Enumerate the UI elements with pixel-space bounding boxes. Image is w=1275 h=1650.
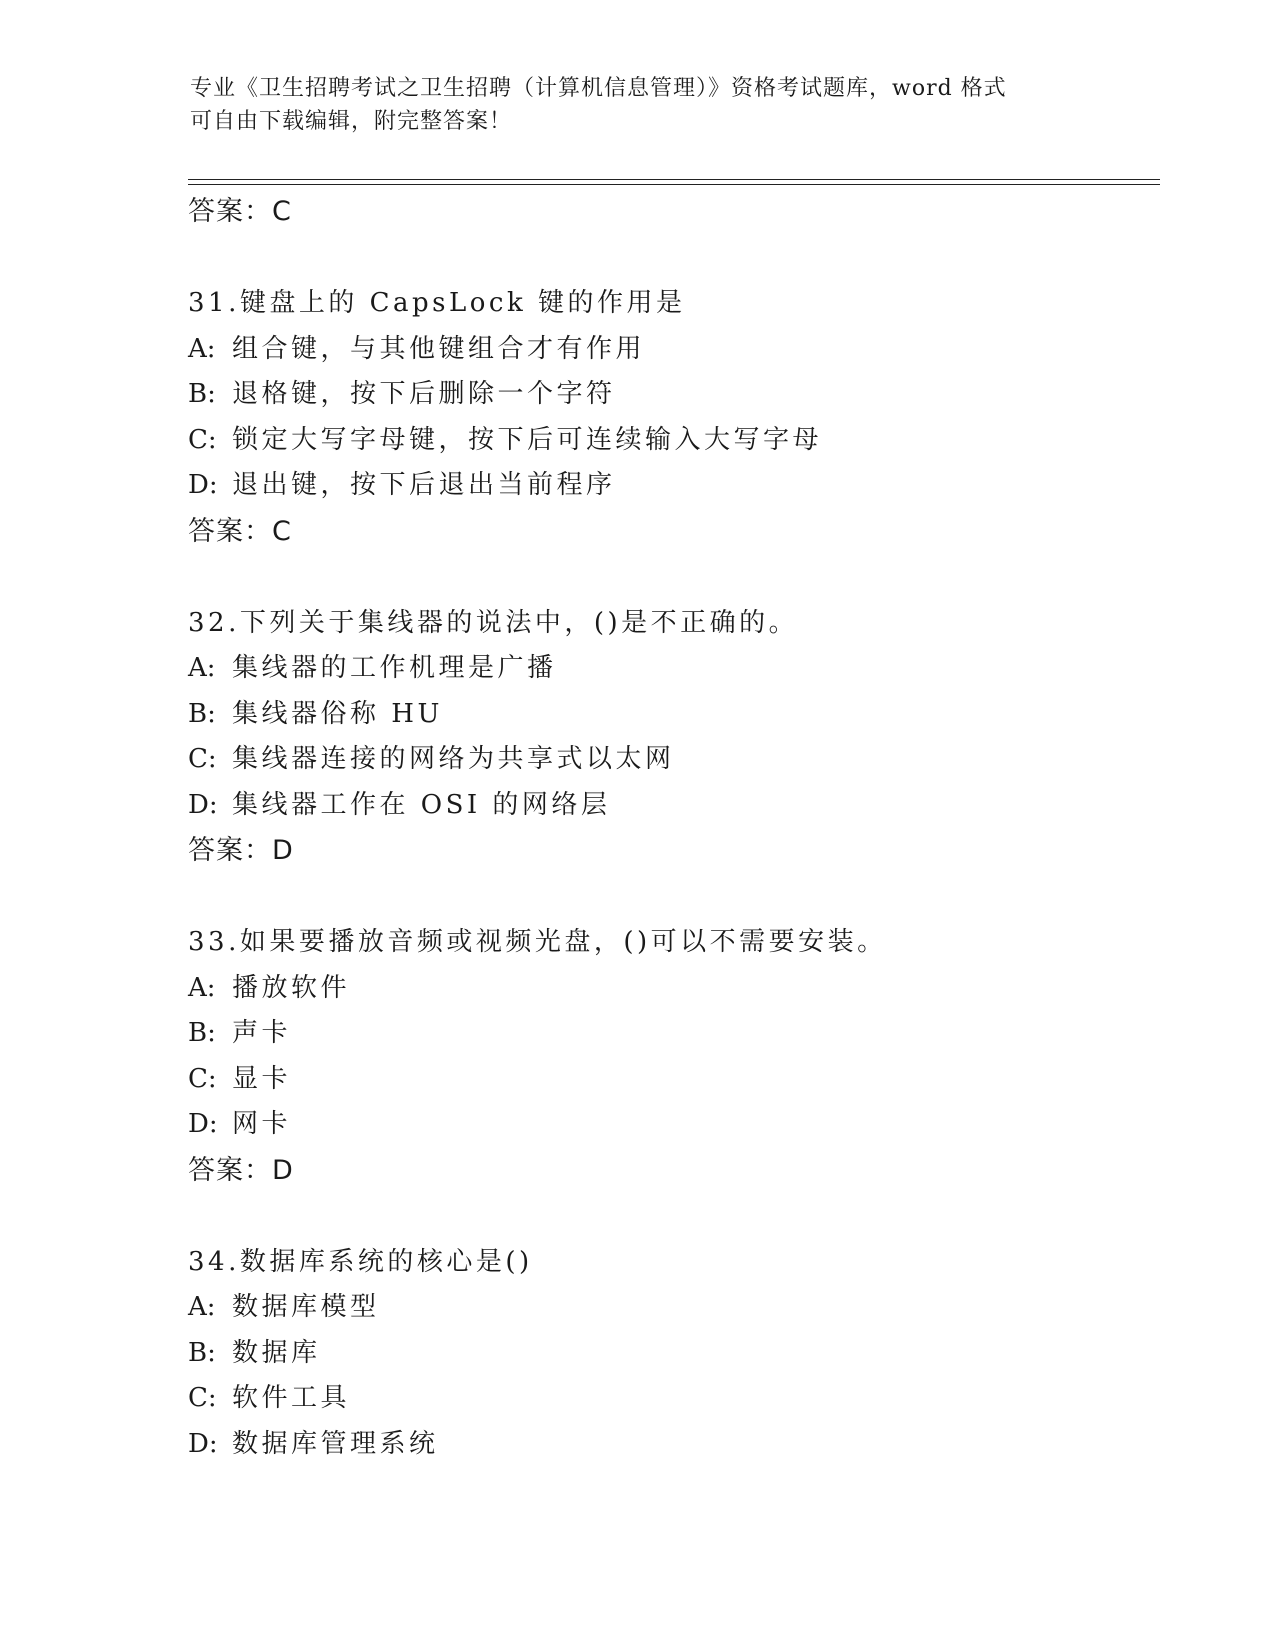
answer-option: [188, 1011, 1168, 1057]
option-text: 播放软件: [232, 972, 351, 1003]
question-spacer: [188, 874, 1168, 920]
question-spacer: [188, 1194, 1168, 1240]
answer-option: [188, 1057, 1168, 1103]
header-rule-top: [188, 179, 1160, 180]
answer-option: [188, 1422, 1168, 1468]
header-rule-bottom: [188, 184, 1160, 185]
question-stem: 32.下列关于集线器的说法中，()是不正确的。: [188, 607, 799, 638]
option-letter: A:: [188, 1292, 216, 1322]
question-answer: 答案：D: [188, 835, 294, 866]
option-text: 退格键，按下后删除一个字符: [232, 379, 616, 409]
option-text: 数据库模型: [232, 1292, 380, 1322]
answer-option: [188, 646, 1168, 692]
document-header: [190, 72, 1090, 138]
option-letter: D:: [188, 789, 218, 820]
option-letter: A:: [188, 972, 216, 1003]
question-stem: 33.如果要播放音频或视频光盘，()可以不需要安装。: [188, 927, 887, 957]
option-letter: C:: [188, 1063, 217, 1094]
option-letter: B:: [188, 1018, 216, 1048]
previous-answer: 答案：C: [188, 196, 292, 227]
option-text: 集线器连接的网络为共享式以太网: [232, 744, 675, 774]
question-block: [188, 601, 1168, 875]
answer-option: [188, 327, 1168, 373]
option-letter: C:: [188, 1383, 217, 1413]
option-text: 显卡: [232, 1063, 292, 1094]
question-spacer: [188, 555, 1168, 601]
option-text: 集线器工作在 OSI 的网络层: [232, 789, 611, 820]
question-stem: 31.键盘上的 CapsLock 键的作用是: [188, 288, 686, 318]
option-letter: B:: [188, 379, 216, 409]
header-line-1: 专业《卫生招聘考试之卫生招聘（计算机信息管理）》资格考试题库，word 格式: [190, 76, 1007, 101]
answer-option: [188, 966, 1168, 1012]
option-letter: D:: [188, 1428, 218, 1459]
question-block: [188, 920, 1168, 1194]
option-letter: C:: [188, 744, 217, 774]
answer-option: [188, 692, 1168, 738]
answer-option: [188, 463, 1168, 509]
option-text: 集线器俗称 HU: [232, 698, 443, 729]
option-text: 组合键，与其他键组合才有作用: [232, 333, 646, 364]
answer-option: [188, 1285, 1168, 1331]
question-spacer: [188, 235, 1168, 281]
option-text: 数据库管理系统: [232, 1428, 439, 1459]
answer-option: [188, 1331, 1168, 1377]
question-answer: 答案：D: [188, 1154, 294, 1186]
option-letter: D:: [188, 1109, 218, 1139]
option-letter: A:: [188, 333, 216, 364]
option-text: 声卡: [232, 1018, 292, 1048]
option-text: 集线器的工作机理是广播: [232, 653, 557, 683]
question-answer: 答案：C: [188, 515, 292, 547]
question-block: [188, 1240, 1168, 1468]
option-letter: B:: [188, 1337, 216, 1368]
option-letter: B:: [188, 698, 216, 729]
option-text: 软件工具: [232, 1383, 351, 1413]
option-letter: D:: [188, 470, 218, 500]
option-letter: C:: [188, 424, 217, 455]
option-text: 数据库: [232, 1337, 321, 1368]
option-text: 网卡: [232, 1109, 292, 1139]
option-text: 退出键，按下后退出当前程序: [232, 470, 616, 500]
answer-option: [188, 783, 1168, 829]
answer-option: [188, 1376, 1168, 1422]
option-text: 锁定大写字母键，按下后可连续输入大写字母: [232, 424, 823, 455]
option-letter: A:: [188, 653, 216, 683]
question-stem: 34.数据库系统的核心是(): [188, 1246, 533, 1277]
question-list: [188, 189, 1168, 1467]
answer-option: [188, 737, 1168, 783]
header-line-2: 可自由下载编辑，附完整答案！: [190, 109, 513, 134]
answer-option: [188, 1102, 1168, 1148]
answer-option: [188, 372, 1168, 418]
question-block: [188, 281, 1168, 555]
answer-option: [188, 418, 1168, 464]
